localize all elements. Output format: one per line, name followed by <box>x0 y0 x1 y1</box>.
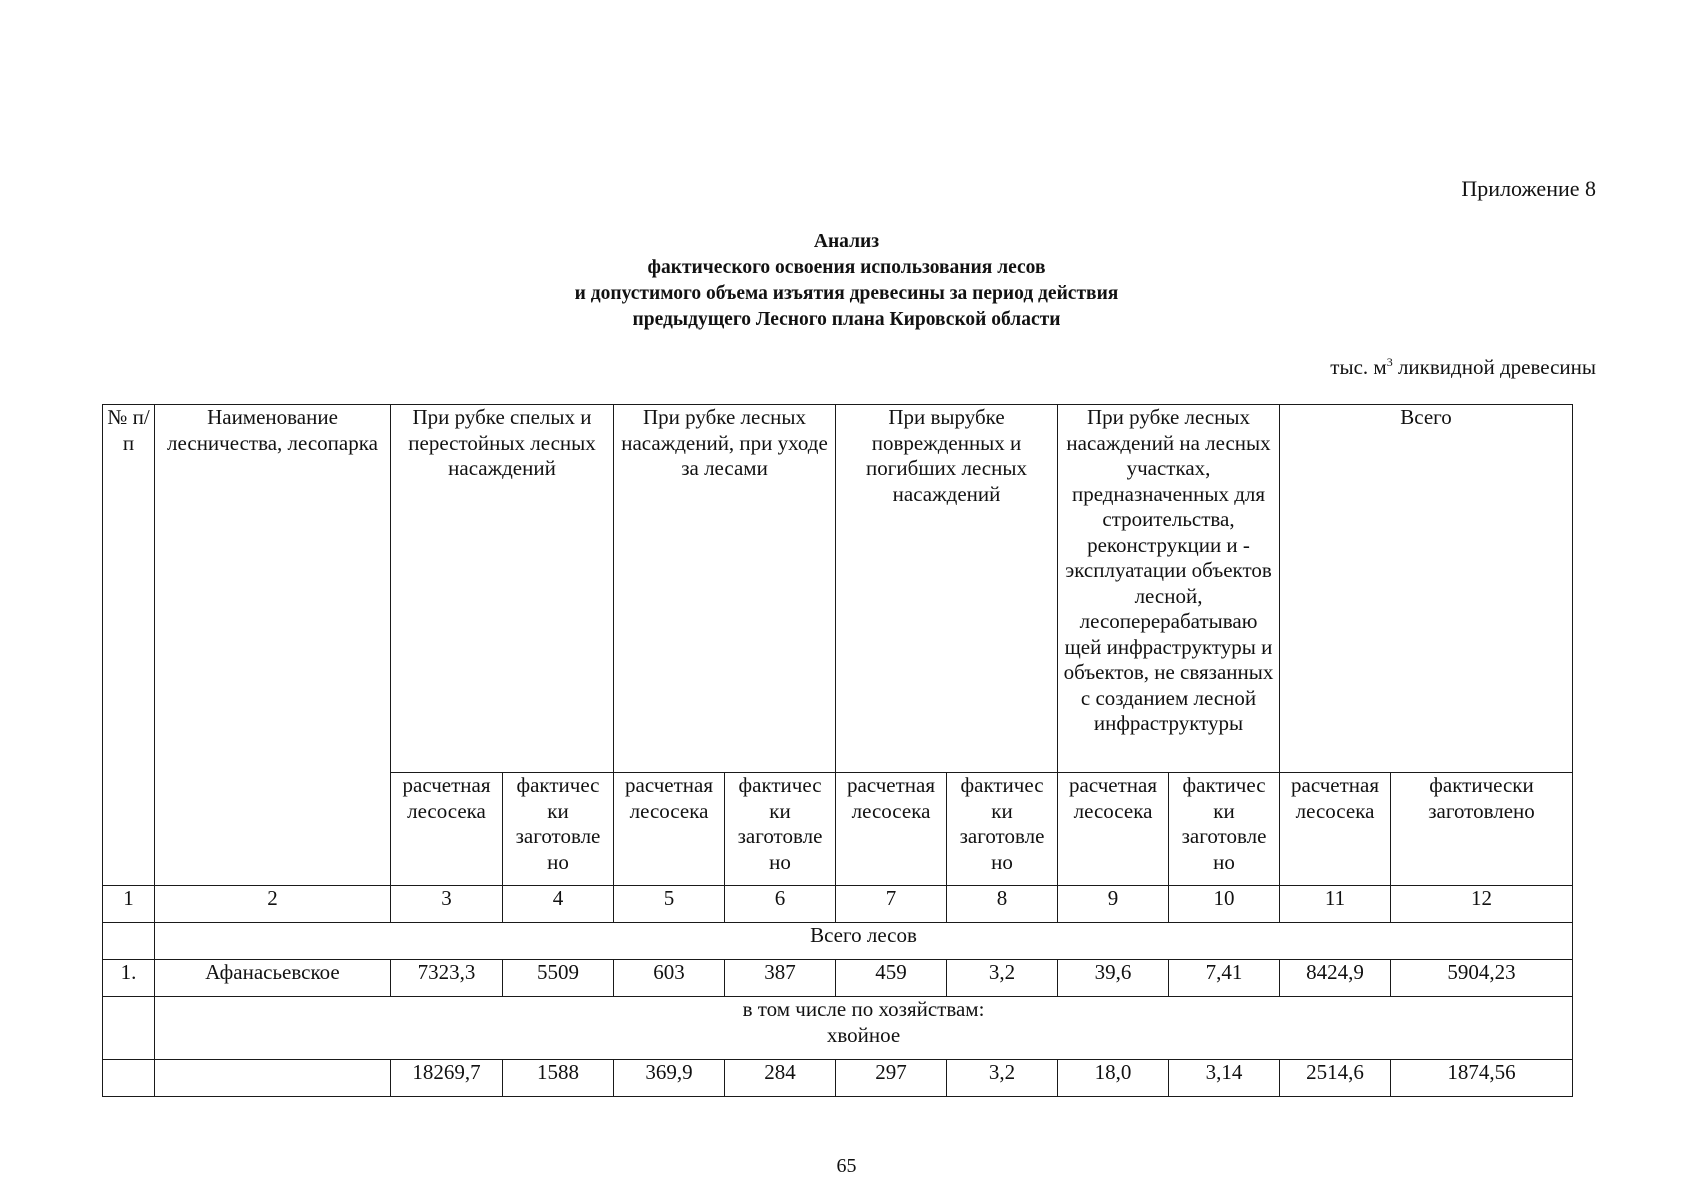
column-number: 12 <box>1391 886 1573 923</box>
subsection-row <box>103 997 1573 1060</box>
subsection-line-2: хвойное <box>826 1022 901 1047</box>
header-name: Наименование лесничества, лесопарка <box>155 405 391 886</box>
appendix-label: Приложение 8 <box>1461 176 1596 201</box>
row-name: Афанасьевское <box>155 960 391 997</box>
subheader-calc: расчетная лесосека <box>836 773 947 886</box>
title-line-4: предыдущего Лесного плана Кировской области <box>632 309 1061 330</box>
row-value: 1588 <box>503 1060 614 1097</box>
title-line-1: Анализ <box>813 231 880 252</box>
column-number: 6 <box>725 886 836 923</box>
row-num <box>103 1060 155 1097</box>
subheader-fact: фактичес ки заготовле но <box>725 773 836 886</box>
analysis-table <box>102 404 1573 1097</box>
column-number: 9 <box>1058 886 1169 923</box>
column-number: 11 <box>1280 886 1391 923</box>
units-suffix: ликвидной древесины <box>1392 355 1596 379</box>
section-all-forests: Всего лесов <box>155 923 1573 960</box>
row-value: 3,2 <box>947 960 1058 997</box>
subheader-fact: фактичес ки заготовле но <box>1169 773 1280 886</box>
column-number: 3 <box>391 886 503 923</box>
row-name <box>155 1060 391 1097</box>
column-number: 7 <box>836 886 947 923</box>
column-number: 10 <box>1169 886 1280 923</box>
row-num: 1. <box>103 960 155 997</box>
subheader-calc: расчетная лесосека <box>391 773 503 886</box>
subheader-calc: расчетная лесосека <box>1280 773 1391 886</box>
column-number-row <box>103 886 1573 923</box>
header-construction-felling: При рубке лесных насаждений на лесных участках, предназначенных для строительства, реконструкции и - эксплуатации объектов лесной, лесоперерабатываю щей инфраструктуры и объектов, не связанных с созданием лесной инфраструктуры <box>1058 405 1280 773</box>
row-value: 297 <box>836 1060 947 1097</box>
subsection-label <box>155 997 1573 1060</box>
subsection-line-1: в том числе по хозяйствам: <box>742 997 985 1021</box>
header-damaged-felling: При вырубке поврежденных и погибших лесных насаждений <box>836 405 1058 773</box>
header-total: Всего <box>1280 405 1573 773</box>
subheader-fact: фактичес ки заготовле но <box>947 773 1058 886</box>
units-label <box>1330 355 1596 380</box>
row-value: 8424,9 <box>1280 960 1391 997</box>
column-number: 5 <box>614 886 725 923</box>
row-value: 369,9 <box>614 1060 725 1097</box>
row-value: 3,14 <box>1169 1060 1280 1097</box>
row-value: 18269,7 <box>391 1060 503 1097</box>
column-number: 2 <box>155 886 391 923</box>
subheader-fact-total: фактически заготовлено <box>1391 773 1573 886</box>
subheader-fact: фактичес ки заготовле но <box>503 773 614 886</box>
section-spacer <box>103 923 155 960</box>
row-value: 39,6 <box>1058 960 1169 997</box>
table-row <box>103 960 1573 997</box>
row-value: 5509 <box>503 960 614 997</box>
row-value: 3,2 <box>947 1060 1058 1097</box>
header-mature-felling: При рубке спелых и перестойных лесных насаждений <box>391 405 614 773</box>
units-prefix: тыс. м <box>1330 355 1387 379</box>
header-row <box>103 405 1573 773</box>
row-value: 7,41 <box>1169 960 1280 997</box>
row-value: 603 <box>614 960 725 997</box>
row-value: 18,0 <box>1058 1060 1169 1097</box>
header-care-felling: При рубке лесных насаждений, при уходе за лесами <box>614 405 836 773</box>
section-row <box>103 923 1573 960</box>
subheader-calc: расчетная лесосека <box>614 773 725 886</box>
column-number: 4 <box>503 886 614 923</box>
header-num: № п/п <box>103 405 155 886</box>
row-value: 7323,3 <box>391 960 503 997</box>
row-value: 2514,6 <box>1280 1060 1391 1097</box>
table-row <box>103 1060 1573 1097</box>
row-value: 284 <box>725 1060 836 1097</box>
row-value: 1874,56 <box>1391 1060 1573 1097</box>
title-line-3: и допустимого объема изъятия древесины за период действия <box>574 283 1119 304</box>
column-number: 1 <box>103 886 155 923</box>
row-value: 5904,23 <box>1391 960 1573 997</box>
page-number: 65 <box>836 1155 857 1177</box>
subsection-spacer <box>103 997 155 1060</box>
document-title <box>0 229 1693 333</box>
row-value: 459 <box>836 960 947 997</box>
column-number: 8 <box>947 886 1058 923</box>
title-line-2: фактического освоения использования лесов <box>647 257 1046 278</box>
subheader-calc: расчетная лесосека <box>1058 773 1169 886</box>
units-superscript: 3 <box>1386 355 1393 369</box>
row-value: 387 <box>725 960 836 997</box>
